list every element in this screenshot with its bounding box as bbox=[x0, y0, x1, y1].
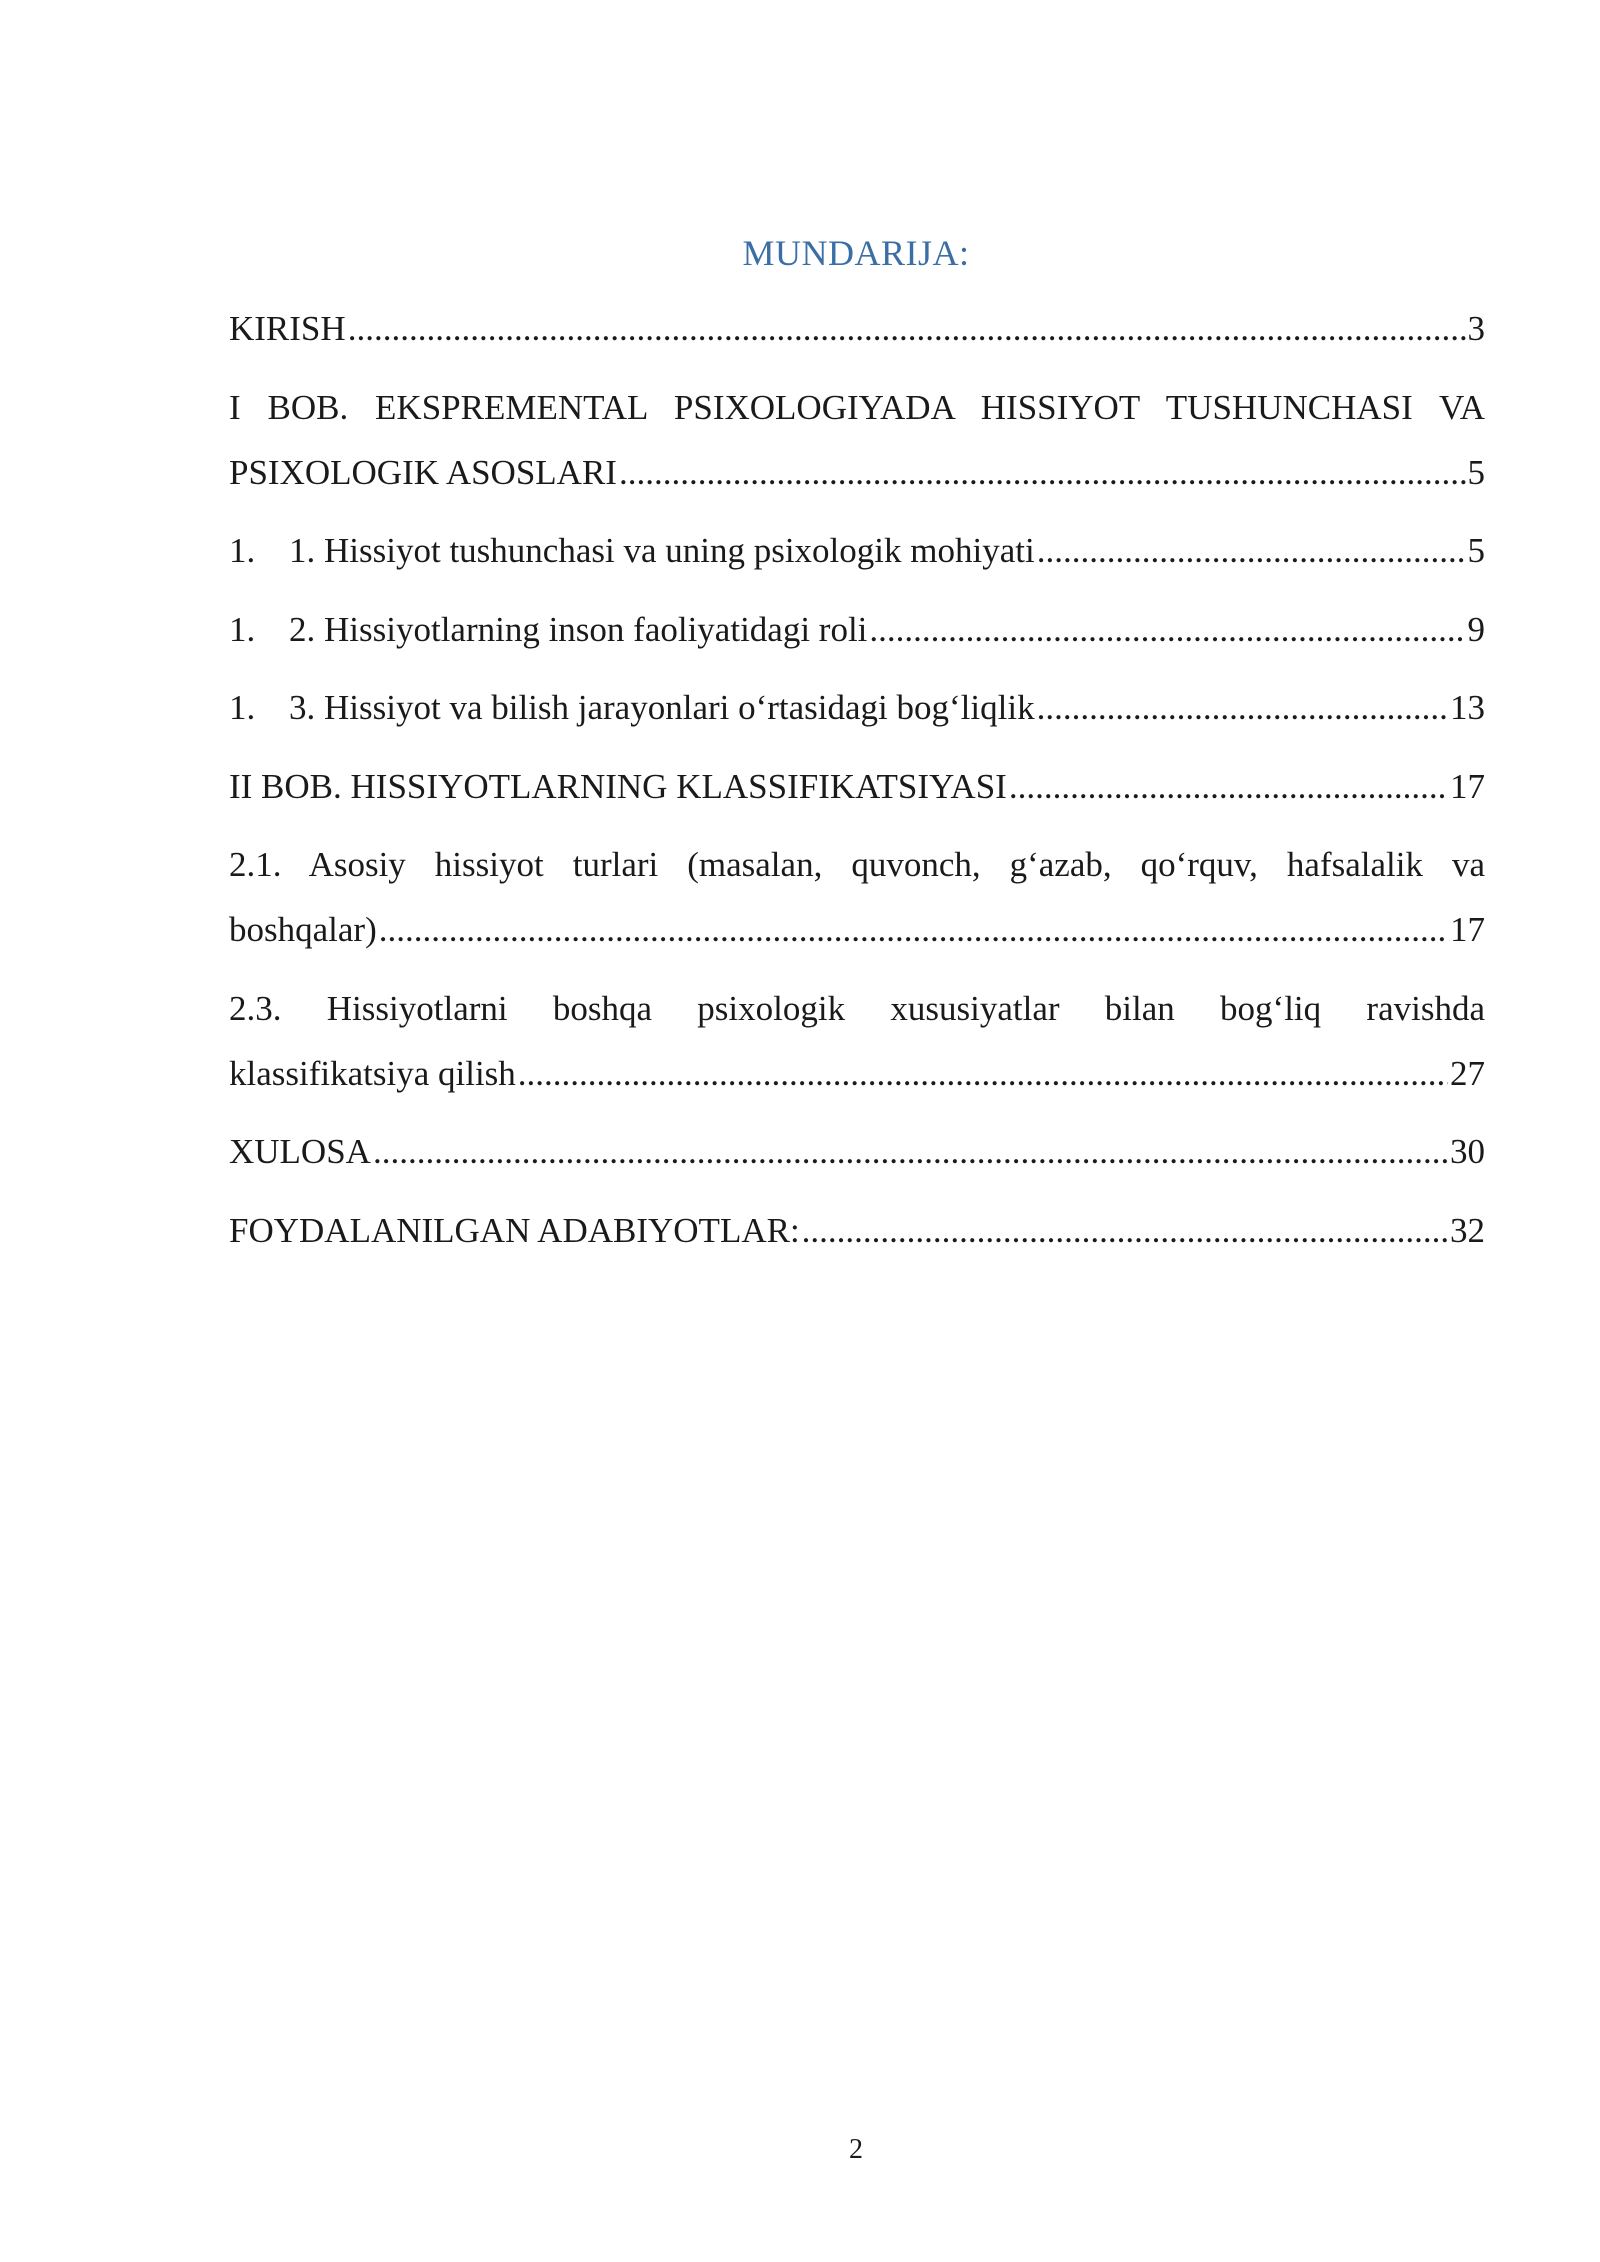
toc-entry-kirish[interactable] bbox=[229, 296, 1485, 361]
table-of-contents bbox=[229, 296, 1485, 1276]
toc-entry-chapter-1[interactable] bbox=[229, 375, 1485, 505]
toc-entry-page: 30 bbox=[1450, 1132, 1485, 1171]
toc-entry-text: XULOSA bbox=[229, 1132, 371, 1171]
toc-entry-page: 17 bbox=[1450, 910, 1485, 949]
toc-entry-page: 9 bbox=[1467, 609, 1485, 649]
toc-entry-text: II BOB. HISSIYOTLARNING KLASSIFIKATSIYASI bbox=[229, 766, 1007, 806]
toc-entry-text: klassifikatsiya qilish bbox=[229, 1053, 516, 1093]
dot-leader bbox=[1037, 518, 1466, 583]
toc-entry-page: 17 bbox=[1450, 766, 1485, 806]
toc-entry-page: 27 bbox=[1450, 1053, 1485, 1093]
toc-entry-chapter-2[interactable] bbox=[229, 754, 1485, 819]
dot-leader bbox=[869, 597, 1465, 662]
toc-entry-section-1-1[interactable] bbox=[229, 518, 1485, 583]
toc-entry-page: 32 bbox=[1450, 1210, 1485, 1250]
toc-entry-adabiyotlar[interactable] bbox=[229, 1198, 1485, 1263]
toc-entry-text: PSIXOLOGIK ASOSLARI bbox=[229, 452, 617, 492]
toc-entry-page: 3 bbox=[1467, 309, 1485, 348]
toc-entry-text: boshqalar) bbox=[229, 910, 377, 949]
toc-entry-section-2-1[interactable] bbox=[229, 832, 1485, 962]
toc-entry-text: KIRISH bbox=[229, 309, 346, 348]
dot-leader bbox=[348, 296, 1466, 361]
toc-entry-number: 1. bbox=[229, 609, 256, 649]
toc-entry-page: 13 bbox=[1450, 688, 1485, 727]
toc-entry-number: 1. bbox=[229, 688, 256, 727]
dot-leader bbox=[802, 1198, 1448, 1263]
dot-leader bbox=[1037, 675, 1448, 740]
toc-entry-text: 1. Hissiyot tushunchasi va uning psixologik mohiyati bbox=[289, 531, 1035, 570]
toc-entry-page: 5 bbox=[1467, 531, 1485, 570]
toc-entry-xulosa[interactable] bbox=[229, 1119, 1485, 1184]
toc-entry-text: FOYDALANILGAN ADABIYOTLAR: bbox=[229, 1210, 800, 1250]
toc-entry-text-line1: 2.3. Hissiyotlarni boshqa psixologik xususiyatlar bilan bog‘liq ravishda bbox=[229, 988, 1485, 1028]
dot-leader bbox=[1009, 754, 1448, 819]
toc-entry-text: 2. Hissiyotlarning inson faoliyatidagi roli bbox=[289, 609, 868, 649]
dot-leader bbox=[379, 897, 1448, 962]
toc-entry-section-1-2[interactable] bbox=[229, 597, 1485, 662]
dot-leader bbox=[619, 440, 1466, 505]
page-number: 2 bbox=[849, 2134, 863, 2165]
toc-entry-number: 1. bbox=[229, 531, 256, 570]
toc-entry-section-1-3[interactable] bbox=[229, 675, 1485, 740]
dot-leader bbox=[373, 1119, 1448, 1184]
toc-entry-section-2-3[interactable] bbox=[229, 976, 1485, 1106]
toc-entry-text-line1: 2.1. Asosiy hissiyot turlari (masalan, quvonch, g‘azab, qo‘rquv, hafsalalik va bbox=[229, 845, 1485, 884]
toc-entry-text: 3. Hissiyot va bilish jarayonlari o‘rtasidagi bog‘liqlik bbox=[289, 688, 1035, 727]
toc-entry-page: 5 bbox=[1467, 452, 1485, 492]
dot-leader bbox=[518, 1041, 1448, 1106]
toc-title: MUNDARIJA: bbox=[742, 233, 970, 273]
toc-entry-text-line1: I BOB. EKSPREMENTAL PSIXOLOGIYADA HISSIYOT TUSHUNCHASI VA bbox=[229, 387, 1485, 427]
